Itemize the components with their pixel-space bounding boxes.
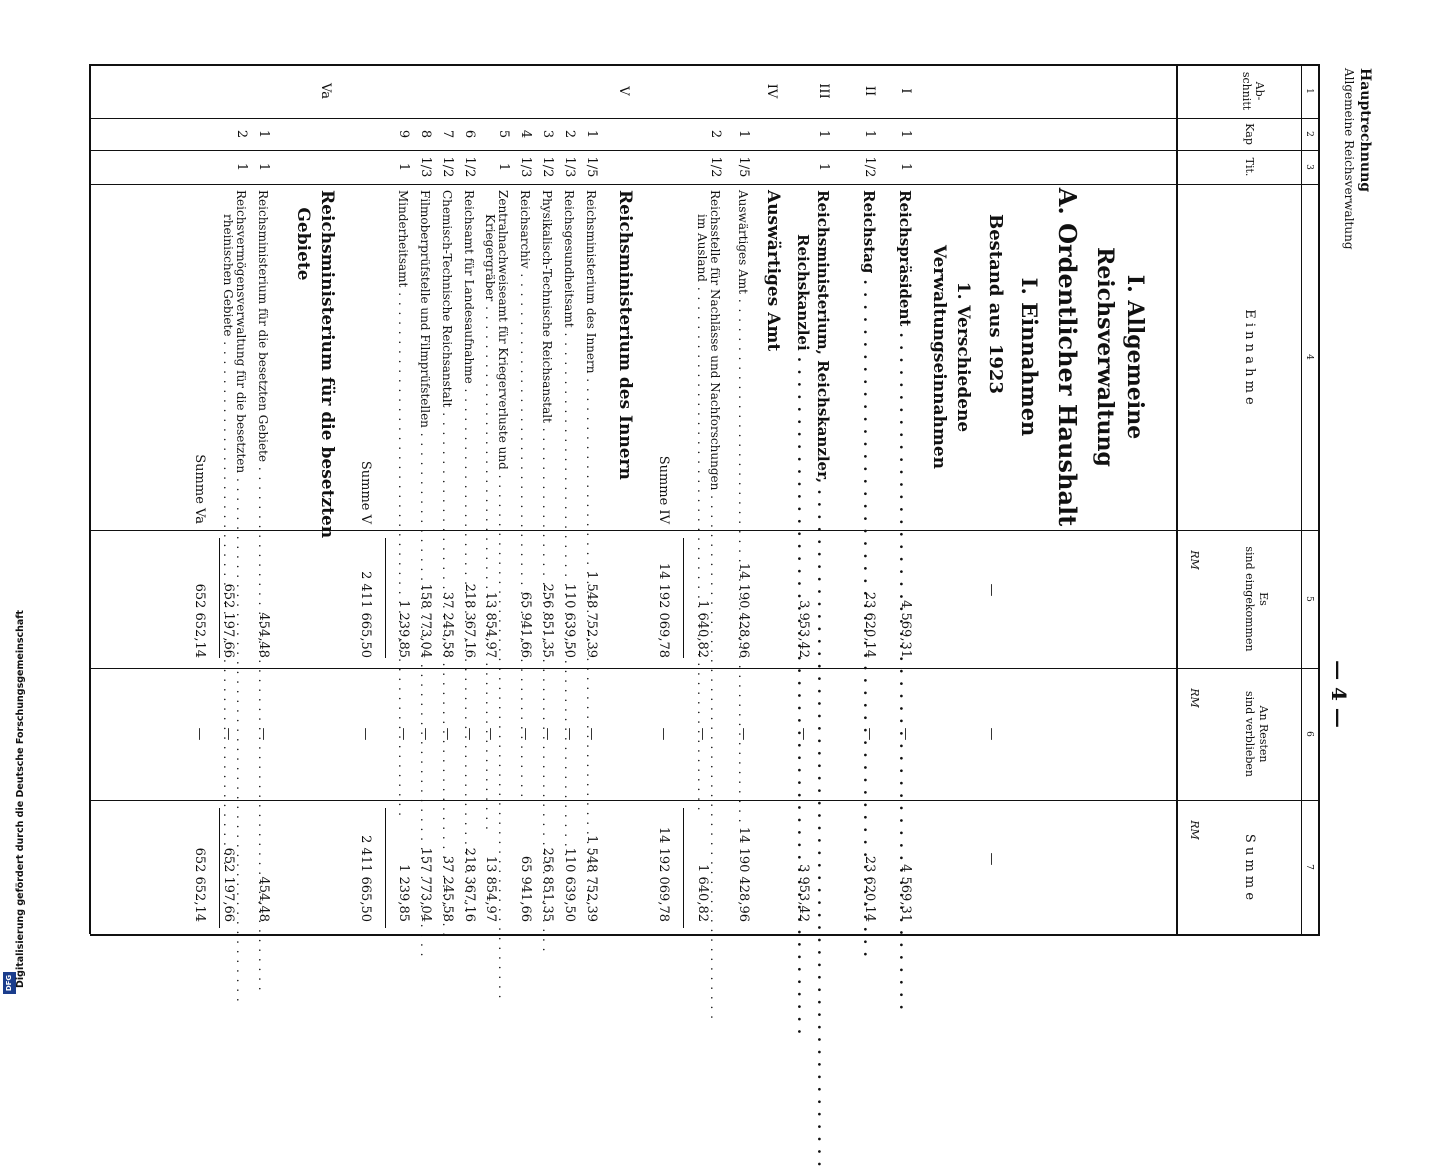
bestand-eing: — bbox=[984, 583, 999, 597]
dfg-logo: DFG bbox=[3, 972, 16, 994]
row-eingekommen: 110 639,50 bbox=[562, 583, 577, 658]
row-label: Physikalisch-Technische Reichsanstalt . . . bbox=[540, 190, 554, 526]
row-tit: 1/3 bbox=[518, 156, 533, 178]
row-reste: — bbox=[736, 727, 751, 741]
row-summe: 157 773,04 bbox=[418, 847, 433, 922]
page-number: — 4 — bbox=[1327, 660, 1351, 728]
col-header-einnahme: E i n n a h m e bbox=[1242, 309, 1257, 405]
row-kap: 7 bbox=[440, 129, 455, 139]
running-subtitle: Allgemeine Reichsverwaltung bbox=[1342, 68, 1356, 250]
col-header-summe: S u m m e bbox=[1242, 833, 1257, 901]
colno-7: 7 bbox=[1304, 864, 1314, 870]
row-kap: 5 bbox=[496, 129, 511, 139]
row-summe: 652 652,14 bbox=[192, 847, 207, 922]
row-tit: 1/2 bbox=[462, 156, 477, 178]
row-label: Reichsministerium für die besetzten Gebiete . . . bbox=[256, 190, 270, 526]
row-summe: 218 367,16 bbox=[462, 847, 477, 922]
sum-label: Summe V bbox=[358, 460, 373, 524]
row-reste: — bbox=[540, 727, 555, 741]
row-label: Reichspräsident . . . bbox=[898, 190, 912, 526]
row-summe: 2 411 665,50 bbox=[358, 835, 373, 922]
section-heading-cont: Gebiete bbox=[293, 207, 313, 281]
row-reste: — bbox=[462, 727, 477, 741]
section-heading: Auswärtiges Amt bbox=[763, 190, 783, 352]
row-eingekommen: 13 854,97 bbox=[483, 591, 498, 658]
sum-rule bbox=[683, 808, 684, 928]
row-eingekommen: 1 640,82 bbox=[695, 600, 710, 658]
row-reste: — bbox=[562, 727, 577, 741]
row-kap: 1 bbox=[736, 129, 751, 139]
heading-verschiedene: 1. Verschiedene bbox=[953, 281, 973, 433]
row-summe: 13 854,97 bbox=[483, 855, 498, 922]
row-reste: — bbox=[796, 727, 811, 741]
row-tit: 1/2 bbox=[540, 156, 555, 178]
colno-6: 6 bbox=[1304, 731, 1314, 737]
section-heading: Reichsministerium des Innern bbox=[615, 190, 635, 480]
row-summe: 256 851,35 bbox=[540, 847, 555, 922]
running-title: Hauptrechnung bbox=[1357, 68, 1373, 193]
row-reste: — bbox=[584, 727, 599, 741]
left-frame bbox=[90, 64, 1320, 66]
row-label: Zentralnachweiseamt für Kriegerverluste und . . . bbox=[496, 190, 510, 526]
row-kap: 1 bbox=[256, 129, 271, 139]
col-divider-2 bbox=[90, 150, 1320, 151]
unit-7: RM bbox=[1188, 820, 1201, 840]
row-reste: — bbox=[862, 727, 877, 741]
row-reste: — bbox=[221, 727, 236, 741]
row-reste: — bbox=[695, 727, 710, 741]
row-reste: — bbox=[518, 727, 533, 741]
row-eingekommen: 1 239,85 bbox=[396, 600, 411, 658]
col-header-abschnitt: Ab- schnitt bbox=[1240, 71, 1266, 111]
row-eingekommen: 14 192 069,78 bbox=[656, 562, 671, 658]
row-kap: 1 bbox=[816, 129, 831, 139]
row-eingekommen: 23 620,14 bbox=[862, 591, 877, 658]
row-eingekommen: 1 548 752,39 bbox=[584, 571, 599, 658]
row-summe: 37 245,58 bbox=[440, 855, 455, 922]
heading-ordentlicher-haushalt: A. Ordentlicher Haushalt bbox=[1053, 187, 1082, 527]
unit-6: RM bbox=[1188, 688, 1201, 708]
row-reste: — bbox=[256, 727, 271, 741]
row-tit: 1/5 bbox=[736, 156, 751, 178]
row-label: Filmoberprüfstelle und Filmprüfstellen . . . bbox=[418, 190, 432, 526]
section-heading: Reichsministerium für die besetzten bbox=[317, 190, 337, 539]
heading-verwaltungseinnahmen: Verwaltungseinnahmen bbox=[929, 244, 949, 470]
sum-rule bbox=[385, 808, 386, 928]
row-label: Reichsamt für Landesaufnahme . . . bbox=[462, 190, 476, 526]
row-tit: 1 bbox=[898, 162, 913, 172]
colno-1: 1 bbox=[1304, 88, 1314, 94]
row-tit: 1/3 bbox=[562, 156, 577, 178]
row-kap: 2 bbox=[708, 129, 723, 139]
row-eingekommen: 4 569,31 bbox=[898, 600, 913, 658]
row-tit: 1/3 bbox=[418, 156, 433, 178]
row-summe: 14 190 428,96 bbox=[736, 826, 751, 922]
row-label-cont: Reichskanzlei . . . bbox=[796, 234, 810, 526]
row-tit: 1 bbox=[234, 162, 249, 172]
row-kap: 2 bbox=[562, 129, 577, 139]
sum-rule bbox=[385, 538, 386, 658]
row-reste: — bbox=[418, 727, 433, 741]
row-summe: 4 569,31 bbox=[898, 864, 913, 922]
row-summe: 23 620,14 bbox=[862, 855, 877, 922]
unit-5: RM bbox=[1188, 550, 1201, 570]
row-kap: 4 bbox=[518, 129, 533, 139]
col-header-reste: An Resten sind verblieben bbox=[1243, 691, 1270, 777]
footer bbox=[0, 600, 26, 1000]
row-summe: 110 639,50 bbox=[562, 847, 577, 922]
row-eingekommen: 14 190 428,96 bbox=[736, 562, 751, 658]
row-reste: — bbox=[358, 727, 373, 741]
table-bottom-rule bbox=[89, 64, 91, 934]
row-eingekommen: 2 411 665,50 bbox=[358, 571, 373, 658]
row-tit: 1/5 bbox=[584, 156, 599, 178]
row-reste: — bbox=[898, 727, 913, 741]
heading-reichsverwaltung: Reichsverwaltung bbox=[1092, 247, 1118, 467]
row-eingekommen: 454,48 bbox=[256, 612, 271, 658]
colno-3: 3 bbox=[1304, 164, 1314, 170]
row-abschnitt: III bbox=[816, 83, 831, 99]
row-summe: 652 197,66 bbox=[221, 847, 236, 922]
row-reste: — bbox=[396, 727, 411, 741]
heading-einnahmen: I. Einnahmen bbox=[1017, 277, 1042, 437]
row-tit: 1/2 bbox=[862, 156, 877, 178]
row-reste: — bbox=[656, 727, 671, 741]
row-abschnitt: Va bbox=[318, 83, 333, 99]
row-label: Reichsstelle für Nachlässe und Nachforschungen . . . bbox=[708, 190, 722, 526]
row-kap: 3 bbox=[540, 129, 555, 139]
row-eingekommen: 158 773,04 bbox=[418, 583, 433, 658]
row-kap: 6 bbox=[462, 129, 477, 139]
row-reste: — bbox=[483, 727, 498, 741]
rotated-table-page bbox=[84, 64, 1373, 954]
row-tit: 1 bbox=[496, 162, 511, 172]
row-kap: 1 bbox=[584, 129, 599, 139]
row-label: Reichsministerium des Innern . . . bbox=[584, 190, 598, 526]
row-abschnitt: IV bbox=[764, 83, 779, 99]
row-label: Minderheitsamt . . . bbox=[396, 190, 410, 526]
row-summe: 454,48 bbox=[256, 876, 271, 922]
row-label: Chemisch-Technische Reichsanstalt . . . bbox=[440, 190, 454, 526]
row-label-cont: rheinischen Gebiete . . . bbox=[221, 214, 235, 526]
col-header-kap: Kap bbox=[1243, 123, 1256, 145]
right-frame bbox=[90, 934, 1320, 936]
row-kap: 8 bbox=[418, 129, 433, 139]
row-summe: 3 953,42 bbox=[796, 864, 811, 922]
row-tit: 1/2 bbox=[440, 156, 455, 178]
row-eingekommen: 37 245,58 bbox=[440, 591, 455, 658]
row-abschnitt: V bbox=[616, 86, 631, 96]
row-eingekommen: 218 367,16 bbox=[462, 583, 477, 658]
row-tit: 1/2 bbox=[708, 156, 723, 178]
row-reste: — bbox=[192, 727, 207, 741]
row-label: Reichsarchiv . . . bbox=[518, 190, 532, 526]
row-eingekommen: 652 197,66 bbox=[221, 583, 236, 658]
table-top-rule bbox=[1318, 64, 1320, 934]
row-summe: 1 239,85 bbox=[396, 864, 411, 922]
sum-rule bbox=[219, 538, 220, 658]
row-abschnitt: II bbox=[862, 85, 877, 97]
row-eingekommen: 256 851,35 bbox=[540, 583, 555, 658]
row-label-cont: Kriegergräber . . . bbox=[483, 214, 497, 526]
header-bottom-rule bbox=[1176, 64, 1178, 934]
row-tit: 1 bbox=[396, 162, 411, 172]
col-divider-1 bbox=[90, 118, 1320, 119]
row-label-cont: im Ausland . . . bbox=[695, 214, 709, 526]
sum-rule bbox=[683, 538, 684, 658]
row-summe: 1 640,82 bbox=[695, 864, 710, 922]
bestand-label: Bestand aus 1923 bbox=[985, 214, 1006, 394]
sum-rule bbox=[219, 808, 220, 928]
row-eingekommen: 652 652,14 bbox=[192, 583, 207, 658]
row-kap: 9 bbox=[396, 129, 411, 139]
row-summe: 1 548 752,39 bbox=[584, 835, 599, 922]
colno-5: 5 bbox=[1304, 596, 1314, 602]
row-eingekommen: 3 953,42 bbox=[796, 600, 811, 658]
row-kap: 2 bbox=[234, 129, 249, 139]
row-tit: 1 bbox=[816, 162, 831, 172]
col-header-eingekommen: Es sind eingekommen bbox=[1243, 546, 1270, 652]
heading-allgemeine: I. Allgemeine bbox=[1122, 274, 1148, 440]
col-header-tit: Tit. bbox=[1243, 157, 1256, 177]
row-abschnitt: I bbox=[898, 88, 913, 94]
sum-label: Summe Va bbox=[192, 454, 207, 524]
row-tit: 1 bbox=[256, 162, 271, 172]
bestand-reste: — bbox=[984, 727, 999, 741]
row-reste: — bbox=[440, 727, 455, 741]
row-eingekommen: 65 941,66 bbox=[518, 591, 533, 658]
row-kap: 1 bbox=[898, 129, 913, 139]
row-label: Reichsministerium, Reichskanzler, . . . bbox=[816, 190, 830, 526]
footer-credit: Digitalisierung gefördert durch die Deutsche Forschungsgemeinschaft bbox=[15, 610, 26, 988]
colno-4: 4 bbox=[1304, 354, 1314, 360]
bestand-summe: — bbox=[984, 852, 999, 866]
sum-label: Summe IV bbox=[656, 455, 671, 524]
row-label: Reichsgesundheitsamt . . . bbox=[562, 190, 576, 526]
row-label: Reichsvermögensverwaltung für die besetzten . . . bbox=[234, 190, 248, 526]
row-summe: 65 941,66 bbox=[518, 855, 533, 922]
row-label: Reichstag . . . bbox=[862, 190, 876, 526]
row-summe: 14 192 069,78 bbox=[656, 826, 671, 922]
row-label: Auswärtiges Amt . . . bbox=[736, 190, 750, 526]
row-kap: 1 bbox=[862, 129, 877, 139]
colno-2: 2 bbox=[1304, 131, 1314, 137]
